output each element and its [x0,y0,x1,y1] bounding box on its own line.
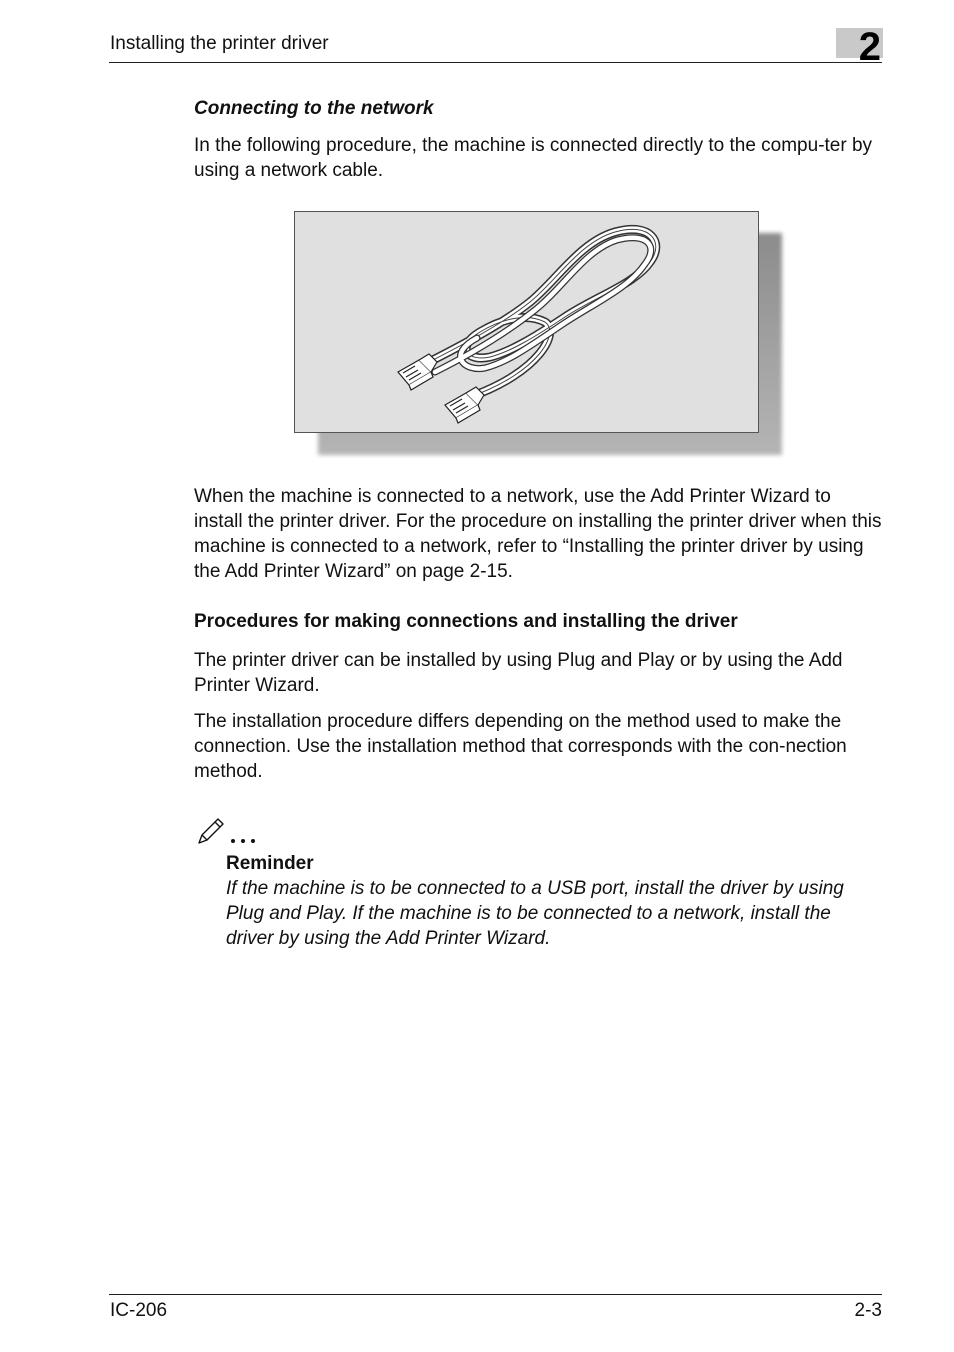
network-cable-figure [294,211,780,455]
intro-paragraph: In the following procedure, the machine is connected directly to the compu-ter by using a network cable. [194,135,873,181]
header-divider [109,62,882,63]
network-cable-illustration [295,212,758,432]
footer-model: IC-206 [110,1300,168,1321]
reminder-title: Reminder [226,853,314,874]
footer-divider [109,1294,882,1295]
procedures-heading: Procedures for making connections and installing the driver [194,611,738,632]
figure-frame [294,211,759,433]
running-header: Installing the printer driver [110,33,329,54]
chapter-tab [836,25,883,69]
section-subheading: Connecting to the network [194,98,434,119]
footer-page-number: 2-3 [854,1300,882,1321]
reminder-text: If the machine is to be connected to a USB port, install the driver by using Plug and Play. If the machine is to be connected to a network, install the driver by using the Add Printer Wizard. [226,878,844,949]
rj45-connector-icon-2 [445,387,484,423]
procedures-paragraph-1: The printer driver can be installed by using Plug and Play or by using the Add Printer Wizard. [194,650,843,696]
network-install-paragraph: When the machine is connected to a network, use the Add Printer Wizard to install the printer driver. For the procedure on installing the printer driver when this machine is connected to a network, refer to “Installing the printer driver by using the Add Printer Wizard” on page 2-15. [194,486,882,582]
pencil-note-icon [196,813,262,845]
procedures-paragraph-2: The installation procedure differs depending on the method used to make the connection. Use the installation method that corresponds with the con-nection method. [194,711,847,782]
rj45-connector-icon [398,354,437,390]
chapter-number: 2 [858,25,881,69]
